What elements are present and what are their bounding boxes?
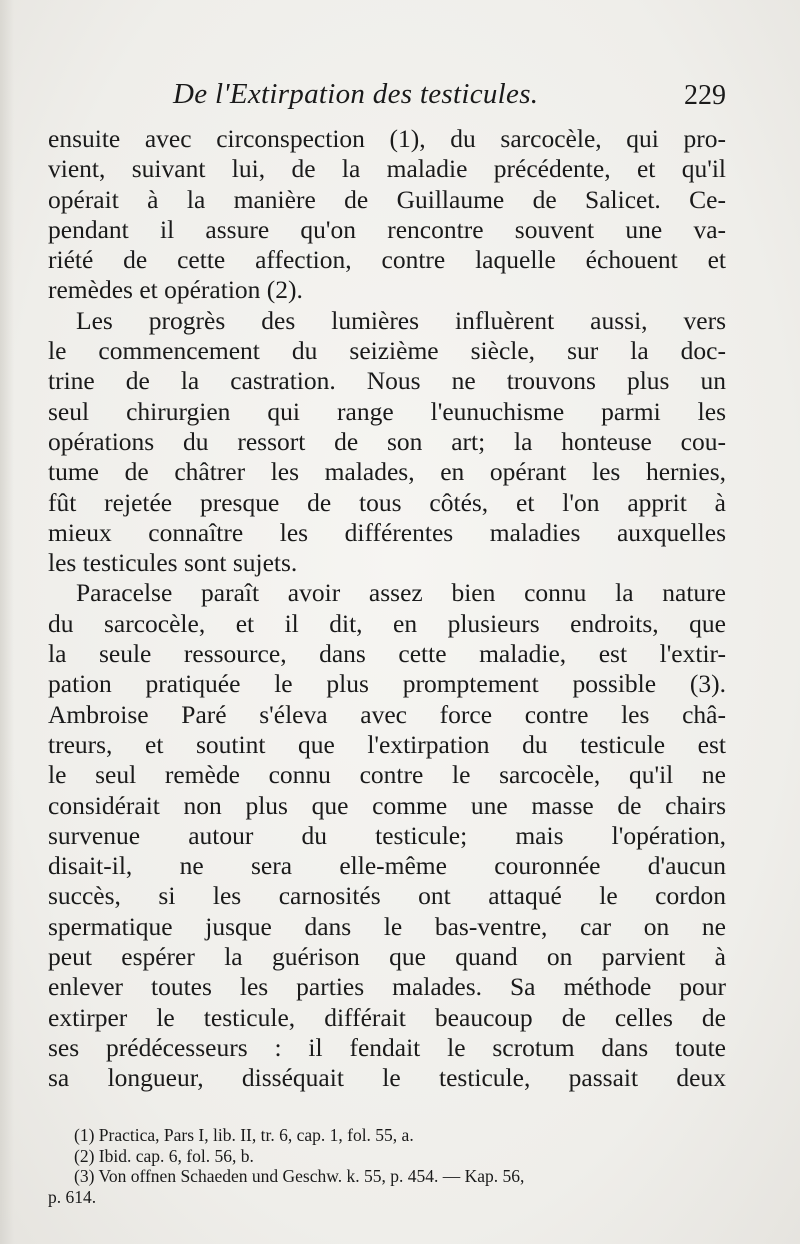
footnotes [48, 1125, 726, 1207]
footnote-3-continuation: p. 614. [48, 1186, 97, 1207]
text-line: pation pratiquée le plus promptement possible (3). [48, 669, 726, 699]
text-line: considérait non plus que comme une masse de chairs [48, 790, 726, 820]
text-line: fût rejetée presque de tous côtés, et l'on apprit à [48, 487, 726, 517]
text-line: mieux connaître les différentes maladies auxquelles [48, 517, 726, 547]
body-text [48, 124, 726, 1094]
text-line: ensuite avec circonspection (1), du sarcocèle, qui pro- [48, 124, 726, 153]
running-head: De l'Extirpation des testicules. [173, 78, 539, 110]
page-number: 229 [684, 80, 726, 111]
text-line: succès, si les carnosités ont attaqué le cordon [48, 881, 726, 911]
text-line: le commencement du seizième siècle, sur la doc- [48, 336, 726, 366]
text-line: tume de châtrer les malades, en opérant les hernies, [48, 457, 726, 487]
text-line: du sarcocèle, et il dit, en plusieurs endroits, que [48, 608, 726, 638]
text-line: les testicules sont sujets. [48, 548, 298, 578]
paragraph-start-line: Les progrès des lumières influèrent aussi, vers [76, 305, 726, 335]
text-line: enlever toutes les parties malades. Sa méthode pour [48, 972, 726, 1002]
text-line: remèdes et opération (2). [48, 275, 303, 305]
paragraph-start-line: Paracelse paraît avoir assez bien connu la nature [76, 578, 726, 608]
text-line: pendant il assure qu'on rencontre souvent une va- [48, 214, 726, 244]
text-line: Ambroise Paré s'éleva avec force contre les châ- [48, 699, 726, 729]
text-line: opérations du ressort de son art; la honteuse cou- [48, 426, 726, 456]
text-line: disait-il, ne sera elle-même couronnée d'aucun [48, 851, 726, 881]
footnote-2: (2) Ibid. cap. 6, fol. 56, b. [74, 1145, 254, 1166]
text-line: le seul remède connu contre le sarcocèle, qu'il ne [48, 760, 726, 790]
text-line: sa longueur, disséquait le testicule, passait deux [48, 1063, 726, 1093]
text-line: treurs, et soutint que l'extirpation du testicule est [48, 729, 726, 759]
text-line: survenue autour du testicule; mais l'opération, [48, 820, 726, 850]
text-line: peut espérer la guérison que quand on parvient à [48, 942, 726, 972]
text-line: spermatique jusque dans le bas-ventre, car on ne [48, 911, 726, 941]
page-header [48, 78, 728, 122]
text-line: riété de cette affection, contre laquelle échouent et [48, 245, 726, 275]
text-line: trine de la castration. Nous ne trouvons plus un [48, 366, 726, 396]
text-line: la seule ressource, dans cette maladie, est l'extir- [48, 639, 726, 669]
footnote-3: (3) Von offnen Schaeden und Geschw. k. 55, p. 454. — Kap. 56, [74, 1166, 525, 1186]
text-line: seul chirurgien qui range l'eunuchisme parmi les [48, 396, 726, 426]
text-line: opérait à la manière de Guillaume de Salicet. Ce- [48, 184, 726, 214]
text-line: extirper le testicule, différait beaucoup de celles de [48, 1002, 726, 1032]
text-line: ses prédécesseurs : il fendait le scrotum dans toute [48, 1032, 726, 1062]
footnote-1: (1) Practica, Pars I, lib. II, tr. 6, cap. 1, fol. 55, a. [74, 1125, 414, 1145]
text-line: vient, suivant lui, de la maladie précédente, et qu'il [48, 154, 726, 184]
page-gutter-shadow [0, 0, 14, 1244]
